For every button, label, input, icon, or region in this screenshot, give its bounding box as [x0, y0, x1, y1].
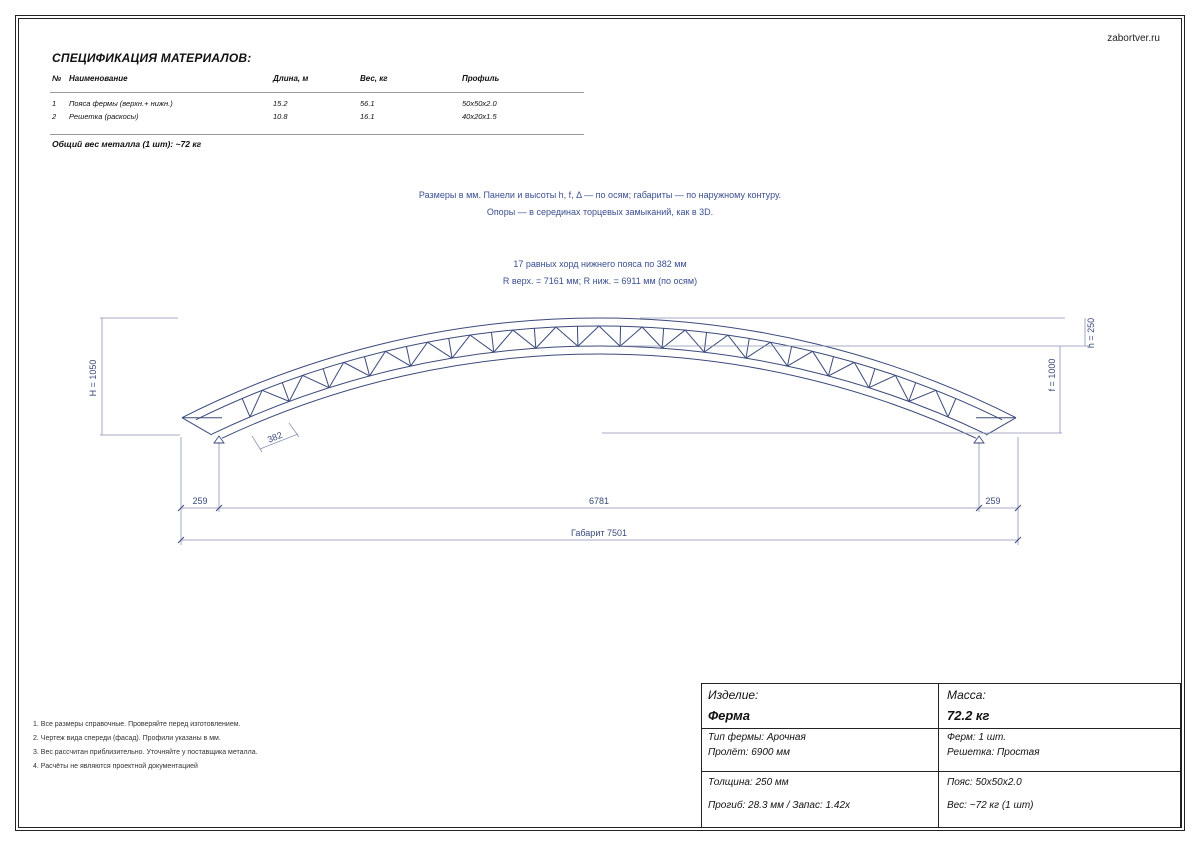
tb-mass: 72.2 кг [947, 708, 990, 723]
lattice-vertical [787, 347, 791, 367]
lattice-diagonal [869, 375, 896, 387]
spec-row-2-weight: 16.1 [360, 112, 375, 121]
truss-geometry [182, 318, 1016, 438]
tb-type: Тип фермы: Арочная [708, 732, 806, 743]
end-closure-right [986, 418, 1016, 435]
spec-header-profile: Профиль [462, 74, 500, 83]
spec-total: Общий вес металла (1 шт): ~72 кг [52, 139, 202, 149]
lattice-diagonal [620, 327, 642, 346]
lattice-diagonal [828, 362, 854, 376]
lattice-vertical [948, 399, 956, 417]
footnote-1: 1. Все размеры справочные. Проверяйте перед изготовлением. [33, 721, 241, 728]
end-closure-left [182, 418, 212, 435]
spec-row-1-num: 1 [52, 99, 57, 108]
lattice-diagonal [262, 390, 289, 401]
title-block-hdivider-2 [702, 771, 1180, 772]
lattice-vertical [534, 328, 535, 348]
spec-header-length: Длина, м [273, 74, 309, 83]
tb-deflection: Прогиб: 28.3 мм / Запас: 1.42x [708, 800, 851, 811]
lattice-vertical [746, 338, 749, 358]
spec-row-2-profile: 40x20x1.5 [462, 112, 497, 121]
spec-header-num: № [52, 74, 62, 83]
bottom-chord-inner [222, 354, 976, 438]
lattice-vertical [364, 357, 369, 376]
tb-product-label: Изделие: [708, 688, 759, 702]
tb-count: Ферм: 1 шт. [947, 732, 1007, 743]
dim-span-label: 6781 [588, 496, 610, 506]
dim-right-label: 259 [985, 496, 1001, 506]
tb-mass-label: Масса: [947, 688, 986, 702]
lattice-vertical [662, 328, 663, 348]
dim-chord-ext-2 [289, 423, 299, 437]
support-left-icon [214, 436, 224, 443]
lattice-diagonal [787, 351, 812, 366]
lattice-diagonal [513, 330, 536, 348]
note-dimensions: Размеры в мм. Панели и высоты h, f, Δ — по осям; габариты — по наружному контуру. [418, 190, 782, 200]
tb-span: Пролёт: 6900 мм [708, 747, 790, 758]
note-chords: 17 равных хорд нижнего пояса по 382 мм [513, 259, 687, 269]
title-block [701, 683, 1181, 828]
lattice-diagonal [428, 342, 453, 358]
lattice-diagonal [344, 362, 370, 376]
lattice-diagonal [303, 375, 330, 387]
note-radii: R верх. = 7161 мм; R ниж. = 6911 мм (по осям) [502, 276, 698, 286]
lattice-diagonal [385, 351, 410, 366]
spec-row-1-profile: 50x50x2.0 [462, 99, 497, 108]
spec-row-2-num: 2 [52, 112, 57, 121]
footnote-4: 4. Расчёты не являются проектной документацией [33, 763, 198, 770]
title-block-vdivider [938, 684, 939, 827]
lattice-vertical [828, 357, 833, 376]
title-block-hdivider-1 [702, 728, 1180, 729]
top-chord-inner [196, 326, 1002, 420]
note-supports: Опоры — в серединах торцевых замыканий, как в 3D. [486, 207, 714, 217]
spec-title: СПЕЦИФИКАЦИЯ МАТЕРИАЛОВ: [52, 51, 252, 65]
lattice-diagonal [599, 326, 620, 346]
spec-header-weight: Вес, кг [360, 74, 388, 83]
lattice-diagonal [411, 342, 428, 366]
lattice-diagonal [494, 330, 513, 352]
dim-f-label: f = 1000 [1047, 358, 1057, 392]
dimension-lines [100, 318, 1090, 545]
top-chord-outer [182, 318, 1016, 418]
spec-header-name: Наименование [69, 74, 128, 83]
lattice-diagonal [556, 327, 578, 346]
spec-row-2-length: 10.8 [273, 112, 288, 121]
footnote-2: 2. Чертеж вида спереди (фасад). Профили указаны в мм. [33, 735, 221, 742]
spec-row-1-name: Пояса фермы (верхн.+ нижн.) [69, 99, 173, 108]
lattice-diagonal [452, 335, 470, 358]
lattice-diagonal [704, 335, 728, 352]
support-right-icon [974, 436, 984, 443]
bottom-chord-outer [212, 346, 986, 434]
lattice-diagonal [746, 342, 771, 358]
spec-row-1-weight: 56.1 [360, 99, 375, 108]
spec-row-1-length: 15.2 [273, 99, 288, 108]
lattice-diagonal [642, 327, 662, 348]
lattice-diagonal [578, 326, 599, 346]
lattice-vertical [704, 332, 706, 352]
lattice-vertical [449, 338, 452, 358]
lattice-diagonal [470, 335, 494, 352]
lattice-diagonal [685, 330, 704, 352]
lattice-diagonal [536, 327, 556, 348]
tb-chord: Пояс: 50x50x2.0 [947, 777, 1022, 788]
footnote-3: 3. Вес рассчитан приблизительно. Уточняйте у поставщика металла. [33, 749, 258, 756]
lattice-diagonal [662, 330, 685, 348]
site-name: zabortver.ru [1107, 33, 1160, 44]
dim-h-label: h = 250 [1086, 317, 1096, 349]
dim-overall-label: Габарит 7501 [570, 528, 628, 538]
tb-weight: Вес: ~72 кг (1 шт) [947, 800, 1034, 811]
lattice-vertical [406, 347, 410, 367]
dim-left-label: 259 [192, 496, 208, 506]
spec-row-2-name: Решетка (раскосы) [69, 112, 139, 121]
tb-product: Ферма [708, 708, 750, 723]
lattice-diagonal [728, 335, 746, 358]
dim-chord-ext-1 [252, 436, 262, 452]
dim-H-label: H = 1050 [88, 359, 98, 397]
dim-chord-label: 382 [266, 429, 284, 445]
lattice-vertical [242, 399, 250, 417]
lattice-diagonal [909, 390, 936, 401]
tb-lattice: Решетка: Простая [947, 747, 1040, 758]
tb-thickness: Толщина: 250 мм [708, 777, 789, 788]
lattice-vertical [491, 332, 493, 352]
